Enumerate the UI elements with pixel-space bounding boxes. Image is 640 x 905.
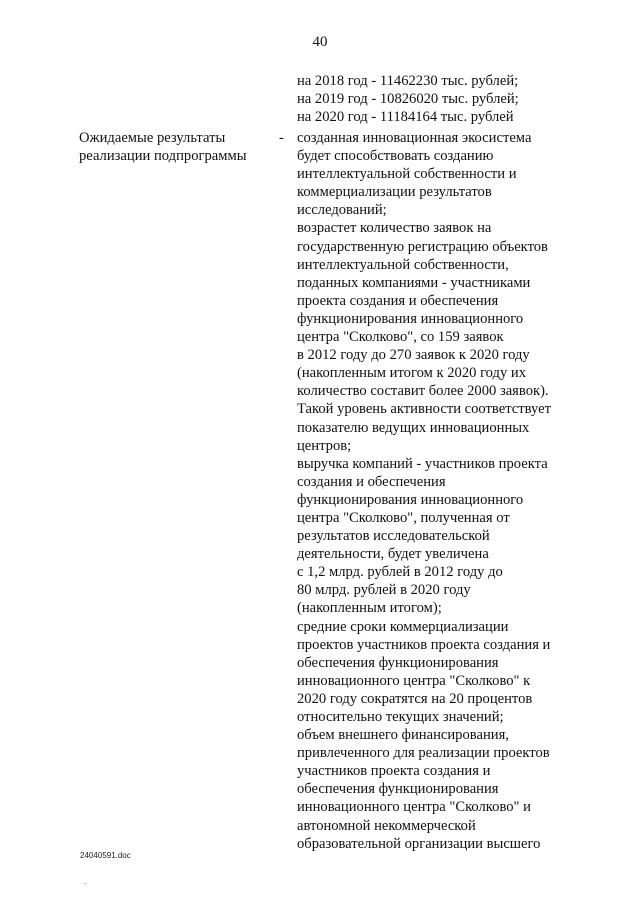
text-line: обеспечения функционирования bbox=[297, 654, 499, 671]
scan-speck bbox=[84, 883, 86, 884]
text-line: относительно текущих значений; bbox=[297, 709, 504, 725]
text-line: инновационного центра "Сколково" к bbox=[297, 672, 531, 689]
text-line: государственную регистрацию объектов bbox=[297, 238, 548, 255]
text-line: возрастет количество заявок на bbox=[297, 220, 492, 237]
funding-line: на 2019 год - 10826020 тыс. рублей; bbox=[297, 91, 519, 108]
text-line: участников проекта создания и bbox=[297, 763, 491, 780]
separator-dash: - bbox=[279, 130, 284, 146]
text-line: проектов участников проекта создания и bbox=[297, 636, 551, 653]
expected-results-text bbox=[297, 129, 551, 853]
text-line: образовательной организации высшего bbox=[297, 835, 541, 852]
section-label-line: Ожидаемые результаты bbox=[79, 130, 226, 146]
text-line: интеллектуальной собственности, bbox=[297, 256, 509, 273]
text-line: созданная инновационная экосистема bbox=[297, 130, 532, 146]
text-line: будет способствовать созданию bbox=[297, 148, 494, 165]
text-line: центра "Сколково", со 159 заявок bbox=[297, 329, 504, 346]
text-line: функционирования инновационного bbox=[297, 491, 524, 508]
text-line: объем внешнего финансирования, bbox=[297, 727, 509, 744]
text-line: Такой уровень активности соответствует bbox=[297, 401, 551, 418]
text-line: в 2012 году до 270 заявок к 2020 году bbox=[297, 347, 530, 364]
text-line: привлеченного для реализации проектов bbox=[297, 745, 550, 762]
text-line: коммерциализации результатов bbox=[297, 184, 492, 201]
text-line: центра "Сколково", полученная от bbox=[297, 509, 510, 526]
text-line: обеспечения функционирования bbox=[297, 781, 499, 798]
document-filename: 24040591.doc bbox=[80, 851, 131, 860]
text-line: с 1,2 млрд. рублей в 2012 году до bbox=[297, 564, 503, 581]
text-line: создания и обеспечения bbox=[297, 473, 446, 490]
section-label-line: реализации подпрограммы bbox=[79, 148, 247, 165]
text-line: количество составит более 2000 заявок). bbox=[297, 383, 549, 400]
text-line: автономной некоммерческой bbox=[297, 817, 476, 834]
funding-line: на 2020 год - 11184164 тыс. рублей bbox=[297, 109, 514, 126]
text-line: проекта создания и обеспечения bbox=[297, 292, 499, 309]
text-line: инновационного центра "Сколково" и bbox=[297, 799, 531, 816]
text-line: показателю ведущих инновационных bbox=[297, 419, 530, 436]
text-line: деятельности, будет увеличена bbox=[297, 546, 489, 563]
text-line: функционирования инновационного bbox=[297, 310, 524, 327]
text-line: 2020 году сократятся на 20 процентов bbox=[297, 690, 533, 707]
text-line: результатов исследовательской bbox=[297, 528, 490, 545]
text-line: 80 млрд. рублей в 2020 году bbox=[297, 582, 471, 599]
funding-by-year bbox=[297, 72, 519, 126]
text-line: выручка компаний - участников проекта bbox=[297, 455, 548, 472]
text-line: (накопленным итогом); bbox=[297, 600, 442, 617]
text-line: центров; bbox=[297, 437, 352, 454]
text-line: исследований; bbox=[297, 202, 387, 219]
section-label bbox=[79, 129, 247, 165]
text-line: интеллектуальной собственности и bbox=[297, 166, 517, 183]
text-line: (накопленным итогом к 2020 году их bbox=[297, 365, 527, 382]
text-line: средние сроки коммерциализации bbox=[297, 618, 509, 635]
page-number: 40 bbox=[312, 34, 328, 50]
funding-line: на 2018 год - 11462230 тыс. рублей; bbox=[297, 73, 519, 89]
text-line: поданных компаниями - участниками bbox=[297, 274, 531, 291]
